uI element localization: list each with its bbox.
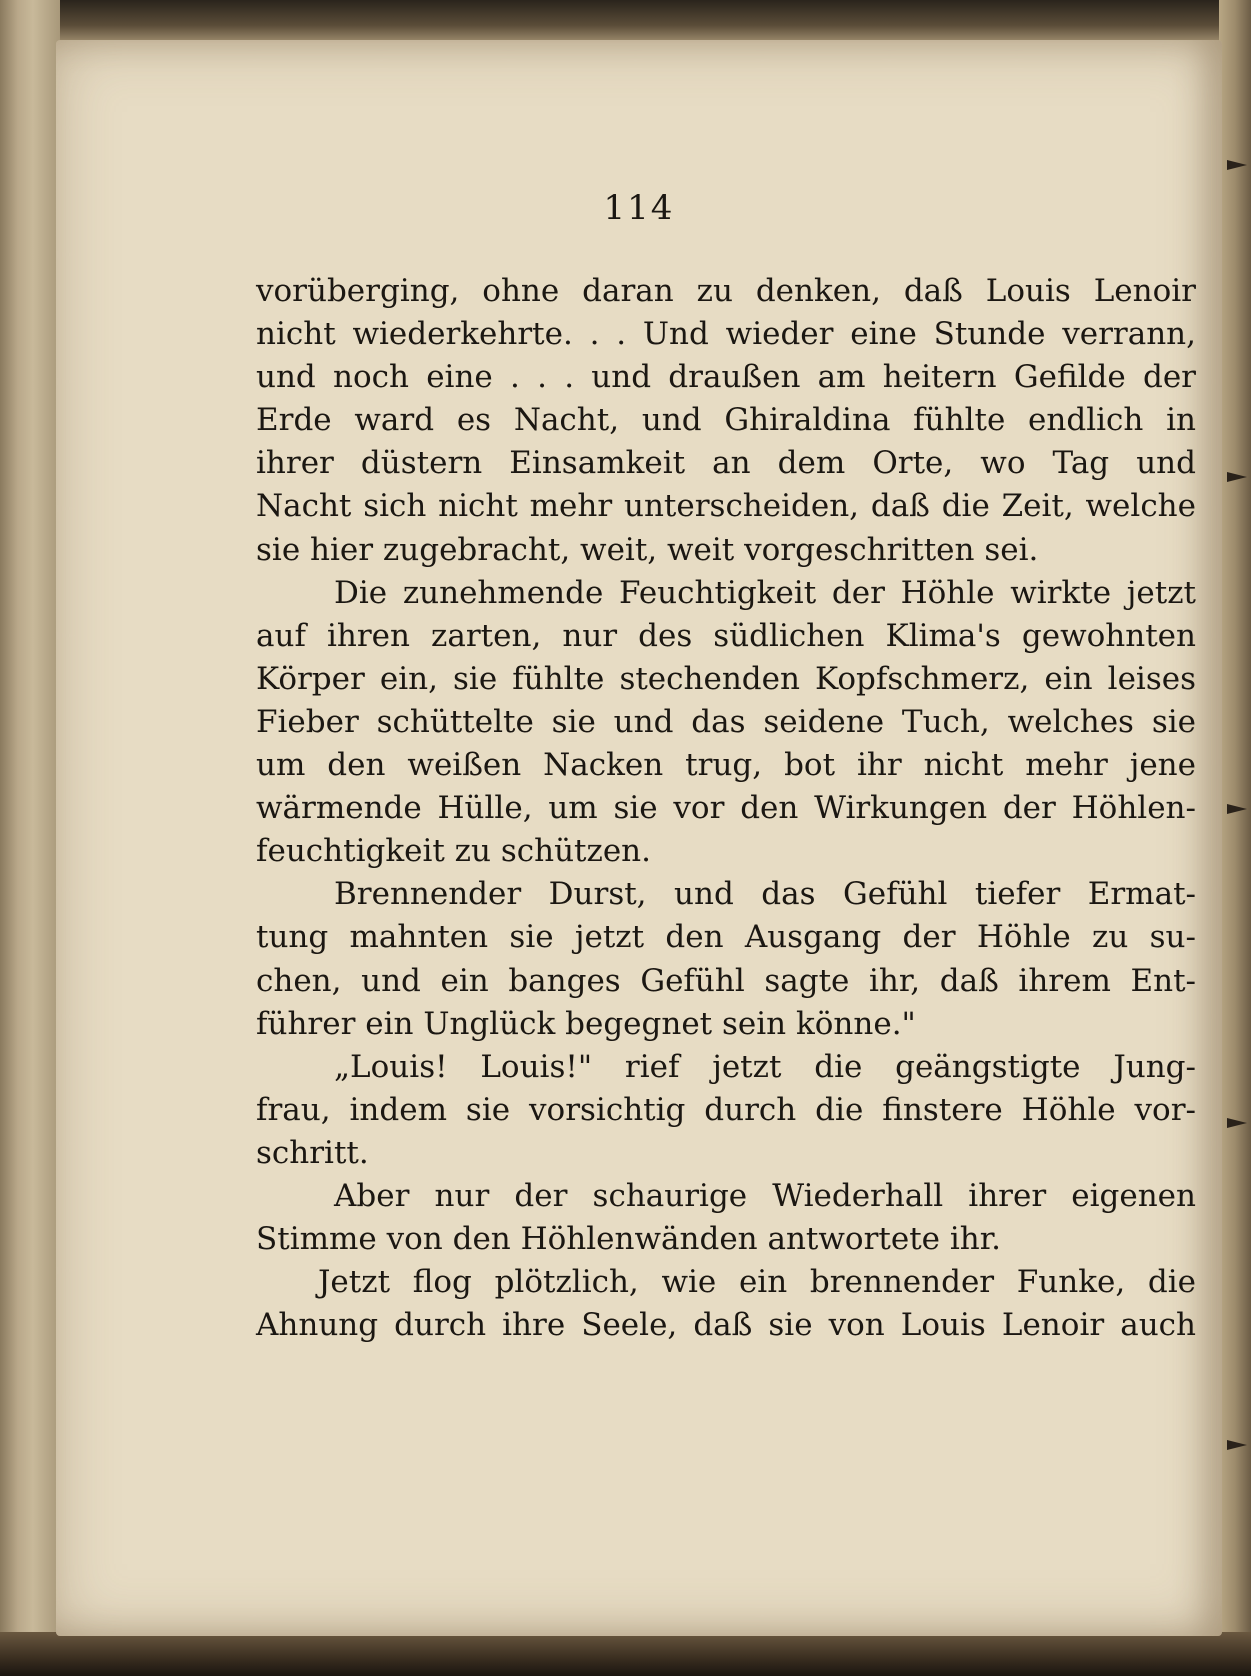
text-line: ihrer düstern Einsamkeit an dem Orte, wo Tag und [256, 445, 1196, 482]
text-line: sie hier zugebracht, weit, weit vorgeschritten sei. [256, 531, 1039, 568]
text-line: Nacht sich nicht mehr unterscheiden, daß die Zeit, welche [256, 488, 1196, 525]
text-line: chen, und ein banges Gefühl sagte ihr, daß ihrem Ent- [256, 962, 1196, 999]
text-line: Stimme von den Höhlenwänden antwortete ihr. [256, 1221, 1002, 1258]
page-number: 114 [603, 188, 675, 228]
text-line: „Louis! Louis!" rief jetzt die geängstigte Jung- [334, 1048, 1196, 1085]
text-line: um den weißen Nacken trug, bot ihr nicht mehr jene [256, 747, 1196, 784]
text-line: Ahnung durch ihre Seele, daß sie von Louis Lenoir auch [256, 1307, 1196, 1344]
text-line: frau, indem sie vorsichtig durch die finstere Höhle vor- [256, 1091, 1196, 1128]
text-line: wärmende Hülle, um sie vor den Wirkungen der Höhlen- [256, 790, 1196, 827]
book-edge-right [1219, 0, 1251, 1676]
text-line: auf ihren zarten, nur des südlichen Klima's gewohnten [256, 617, 1196, 654]
text-line: Brennender Durst, und das Gefühl tiefer Ermat- [334, 876, 1196, 913]
book-edge-bottom [0, 1632, 1251, 1676]
text-line: führer ein Unglück begegnet sein könne." [256, 1005, 916, 1042]
text-line: schritt. [256, 1134, 369, 1171]
page-body-text [256, 270, 1196, 1347]
text-line: tung mahnten sie jetzt den Ausgang der Höhle zu su- [256, 919, 1196, 956]
text-line: Körper ein, sie fühlte stechenden Kopfschmerz, ein leises [256, 660, 1196, 697]
book-edge-top [0, 0, 1251, 42]
text-line: Jetzt flog plötzlich, wie ein brennender Funke, die [318, 1264, 1196, 1301]
book-edge-left [0, 0, 60, 1676]
text-line: feuchtigkeit zu schützen. [256, 833, 651, 870]
text-line: Erde ward es Nacht, und Ghiraldina fühlte endlich in [256, 402, 1196, 439]
text-line: vorüberging, ohne daran zu denken, daß Louis Lenoir [256, 273, 1196, 309]
text-line: nicht wiederkehrte. . . Und wieder eine Stunde verrann, [256, 316, 1196, 353]
text-line: Fieber schüttelte sie und das seidene Tuch, welches sie [256, 703, 1196, 740]
text-line: Aber nur der schaurige Wiederhall ihrer eigenen [334, 1177, 1196, 1214]
text-line: und noch eine . . . und draußen am heitern Gefilde der [256, 359, 1196, 396]
text-line: Die zunehmende Feuchtigkeit der Höhle wirkte jetzt [334, 574, 1196, 611]
book-page [56, 40, 1222, 1636]
